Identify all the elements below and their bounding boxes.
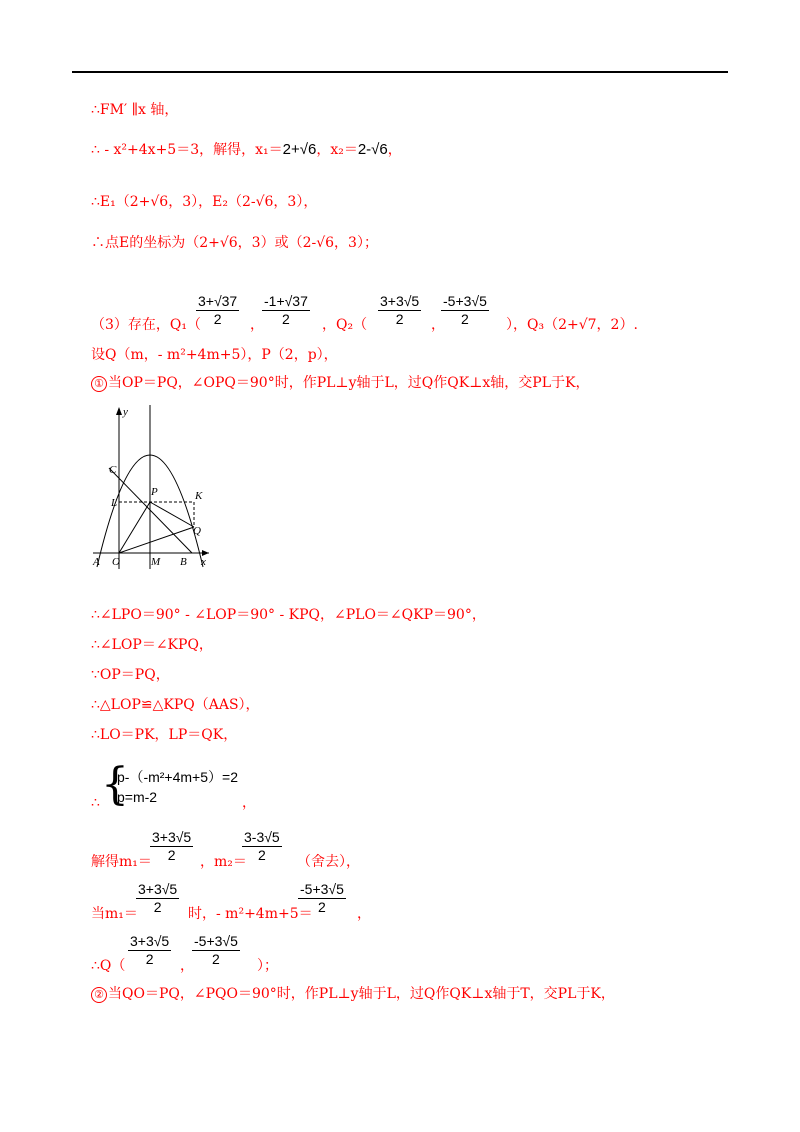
line-oq xyxy=(119,527,194,553)
line-case2 xyxy=(91,985,615,1003)
line-pq xyxy=(150,502,194,527)
line-case1 xyxy=(91,374,589,392)
system-brace: { xyxy=(101,759,129,810)
fraction-q-y xyxy=(192,933,240,968)
fraction-q1-y xyxy=(262,293,310,328)
line-when-m1-prefix: 当m₁＝ xyxy=(91,906,138,922)
line-q-prefix: ∴Q（ xyxy=(91,958,126,974)
line-angle-lpo: ∴∠LPO＝90° - ∠LOP＝90° - KPQ，∠PLO＝∠QKP＝90°， xyxy=(91,607,486,623)
line-q-comma: ， xyxy=(180,958,194,974)
line-solve-m-prefix: 解得m₁＝ xyxy=(91,854,152,870)
equation-text: ∴ - x²+4x+5＝3，解得，x₁＝ xyxy=(91,142,283,158)
fraction-denominator: 2 xyxy=(318,899,326,915)
circled-number-2: ② xyxy=(91,987,107,1003)
line-congruent: ∴△LOP≌△KPQ（AAS）， xyxy=(91,697,260,713)
label-q: Q xyxy=(193,525,201,537)
fraction-denominator: 2 xyxy=(257,847,266,863)
case2-text: 当QO＝PQ，∠PQO＝90°时，作PL⊥y轴于L，过Q作QK⊥x轴于T，交PL于K， xyxy=(108,986,615,1002)
label-m: M xyxy=(151,556,161,568)
fraction-q2-y xyxy=(441,293,489,328)
label-c: C xyxy=(109,464,117,476)
label-y: y xyxy=(123,406,128,418)
fraction-denominator: 2 xyxy=(213,311,222,327)
fraction-denominator: 2 xyxy=(461,311,469,327)
part3-prefix: （3）存在，Q₁（ xyxy=(91,317,201,333)
line-when-m1-end: ， xyxy=(357,906,371,922)
fraction-q-x xyxy=(128,933,171,968)
fraction-denominator: 2 xyxy=(212,951,220,967)
root-x2: 2-√6 xyxy=(357,141,388,158)
comma: ， xyxy=(431,317,445,333)
comma: ， xyxy=(250,317,264,333)
system-eq1: p-（-m²+4m+5）=2 xyxy=(117,769,238,785)
q3-text: ），Q₃（2+√7，2）. xyxy=(506,317,638,333)
fraction-numerator: -1+√37 xyxy=(264,293,308,309)
line-e-coordinates: ∴点E的坐标为（2+√6，3）或（2-√6，3）； xyxy=(91,235,378,251)
label-b: B xyxy=(180,556,187,568)
separator-end: ， xyxy=(387,142,402,158)
label-k: K xyxy=(195,490,203,502)
fraction-q1-x xyxy=(196,293,239,328)
line-when-m1-mid: 时，- m²+4m+5＝ xyxy=(188,906,313,922)
fraction-m2 xyxy=(242,829,282,864)
line-op xyxy=(119,502,150,553)
case1-text: 当OP＝PQ，∠OPQ＝90°时，作PL⊥y轴于L，过Q作QK⊥x轴，交PL于K， xyxy=(108,375,590,391)
y-axis-arrow xyxy=(116,407,122,415)
fraction-numerator: -5+3√5 xyxy=(443,293,487,309)
line-solve-m-mid: ，m₂＝ xyxy=(200,854,247,870)
fraction-q2-x xyxy=(378,293,421,328)
fraction-denominator: 2 xyxy=(395,311,404,327)
line-part3-exists xyxy=(91,316,201,334)
label-x: x xyxy=(201,556,206,568)
fraction-denominator: 2 xyxy=(153,899,162,915)
line-lo-pk: ∴LO＝PK，LP＝QK， xyxy=(91,727,238,743)
line-angle-lop: ∴∠LOP＝∠KPQ， xyxy=(91,637,213,653)
parabola-figure xyxy=(91,403,211,573)
system-suffix: ， xyxy=(242,795,256,811)
fraction-numerator: 3+3√5 xyxy=(380,293,420,309)
circled-number-1: ① xyxy=(91,376,107,392)
fraction-numerator: 3+3√5 xyxy=(130,933,170,949)
line-q-end: ）； xyxy=(257,958,278,974)
fraction-denominator: 2 xyxy=(167,847,176,863)
label-p: P xyxy=(151,486,158,498)
line-set-q-p: 设Q（m，- m²+4m+5），P（2，p）， xyxy=(91,347,338,363)
fraction-denominator: 2 xyxy=(282,311,290,327)
line-op-pq: ∵OP＝PQ， xyxy=(91,667,170,683)
system-prefix: ∴ xyxy=(91,795,100,811)
fraction-numerator: -5+3√5 xyxy=(300,881,344,897)
label-l: L xyxy=(111,497,118,509)
label-o: O xyxy=(112,556,120,568)
root-x1: 2+√6 xyxy=(282,141,317,158)
label-a: A xyxy=(93,556,100,568)
fraction-y-value xyxy=(298,881,346,916)
line-solve-m-end: （舍去）， xyxy=(297,854,360,870)
fraction-numerator: 3+√37 xyxy=(198,293,238,309)
header-rule xyxy=(72,71,728,73)
line-solve-equation xyxy=(91,141,402,159)
q2-label: ，Q₂（ xyxy=(322,317,368,333)
fraction-when-m1 xyxy=(136,881,179,916)
separator: ，x₂＝ xyxy=(316,142,358,158)
fraction-numerator: -5+3√5 xyxy=(194,933,238,949)
line-fm-parallel: ∴FM′ ∥x 轴， xyxy=(91,102,179,118)
fraction-numerator: 3-3√5 xyxy=(244,829,280,845)
line-e1-e2: ∴E₁（2+√6，3），E₂（2-√6，3）， xyxy=(91,194,318,210)
fraction-numerator: 3+3√5 xyxy=(152,829,192,845)
system-eq2: p=m-2 xyxy=(117,789,158,805)
fraction-numerator: 3+3√5 xyxy=(138,881,178,897)
fraction-m1 xyxy=(150,829,193,864)
fraction-denominator: 2 xyxy=(145,951,154,967)
